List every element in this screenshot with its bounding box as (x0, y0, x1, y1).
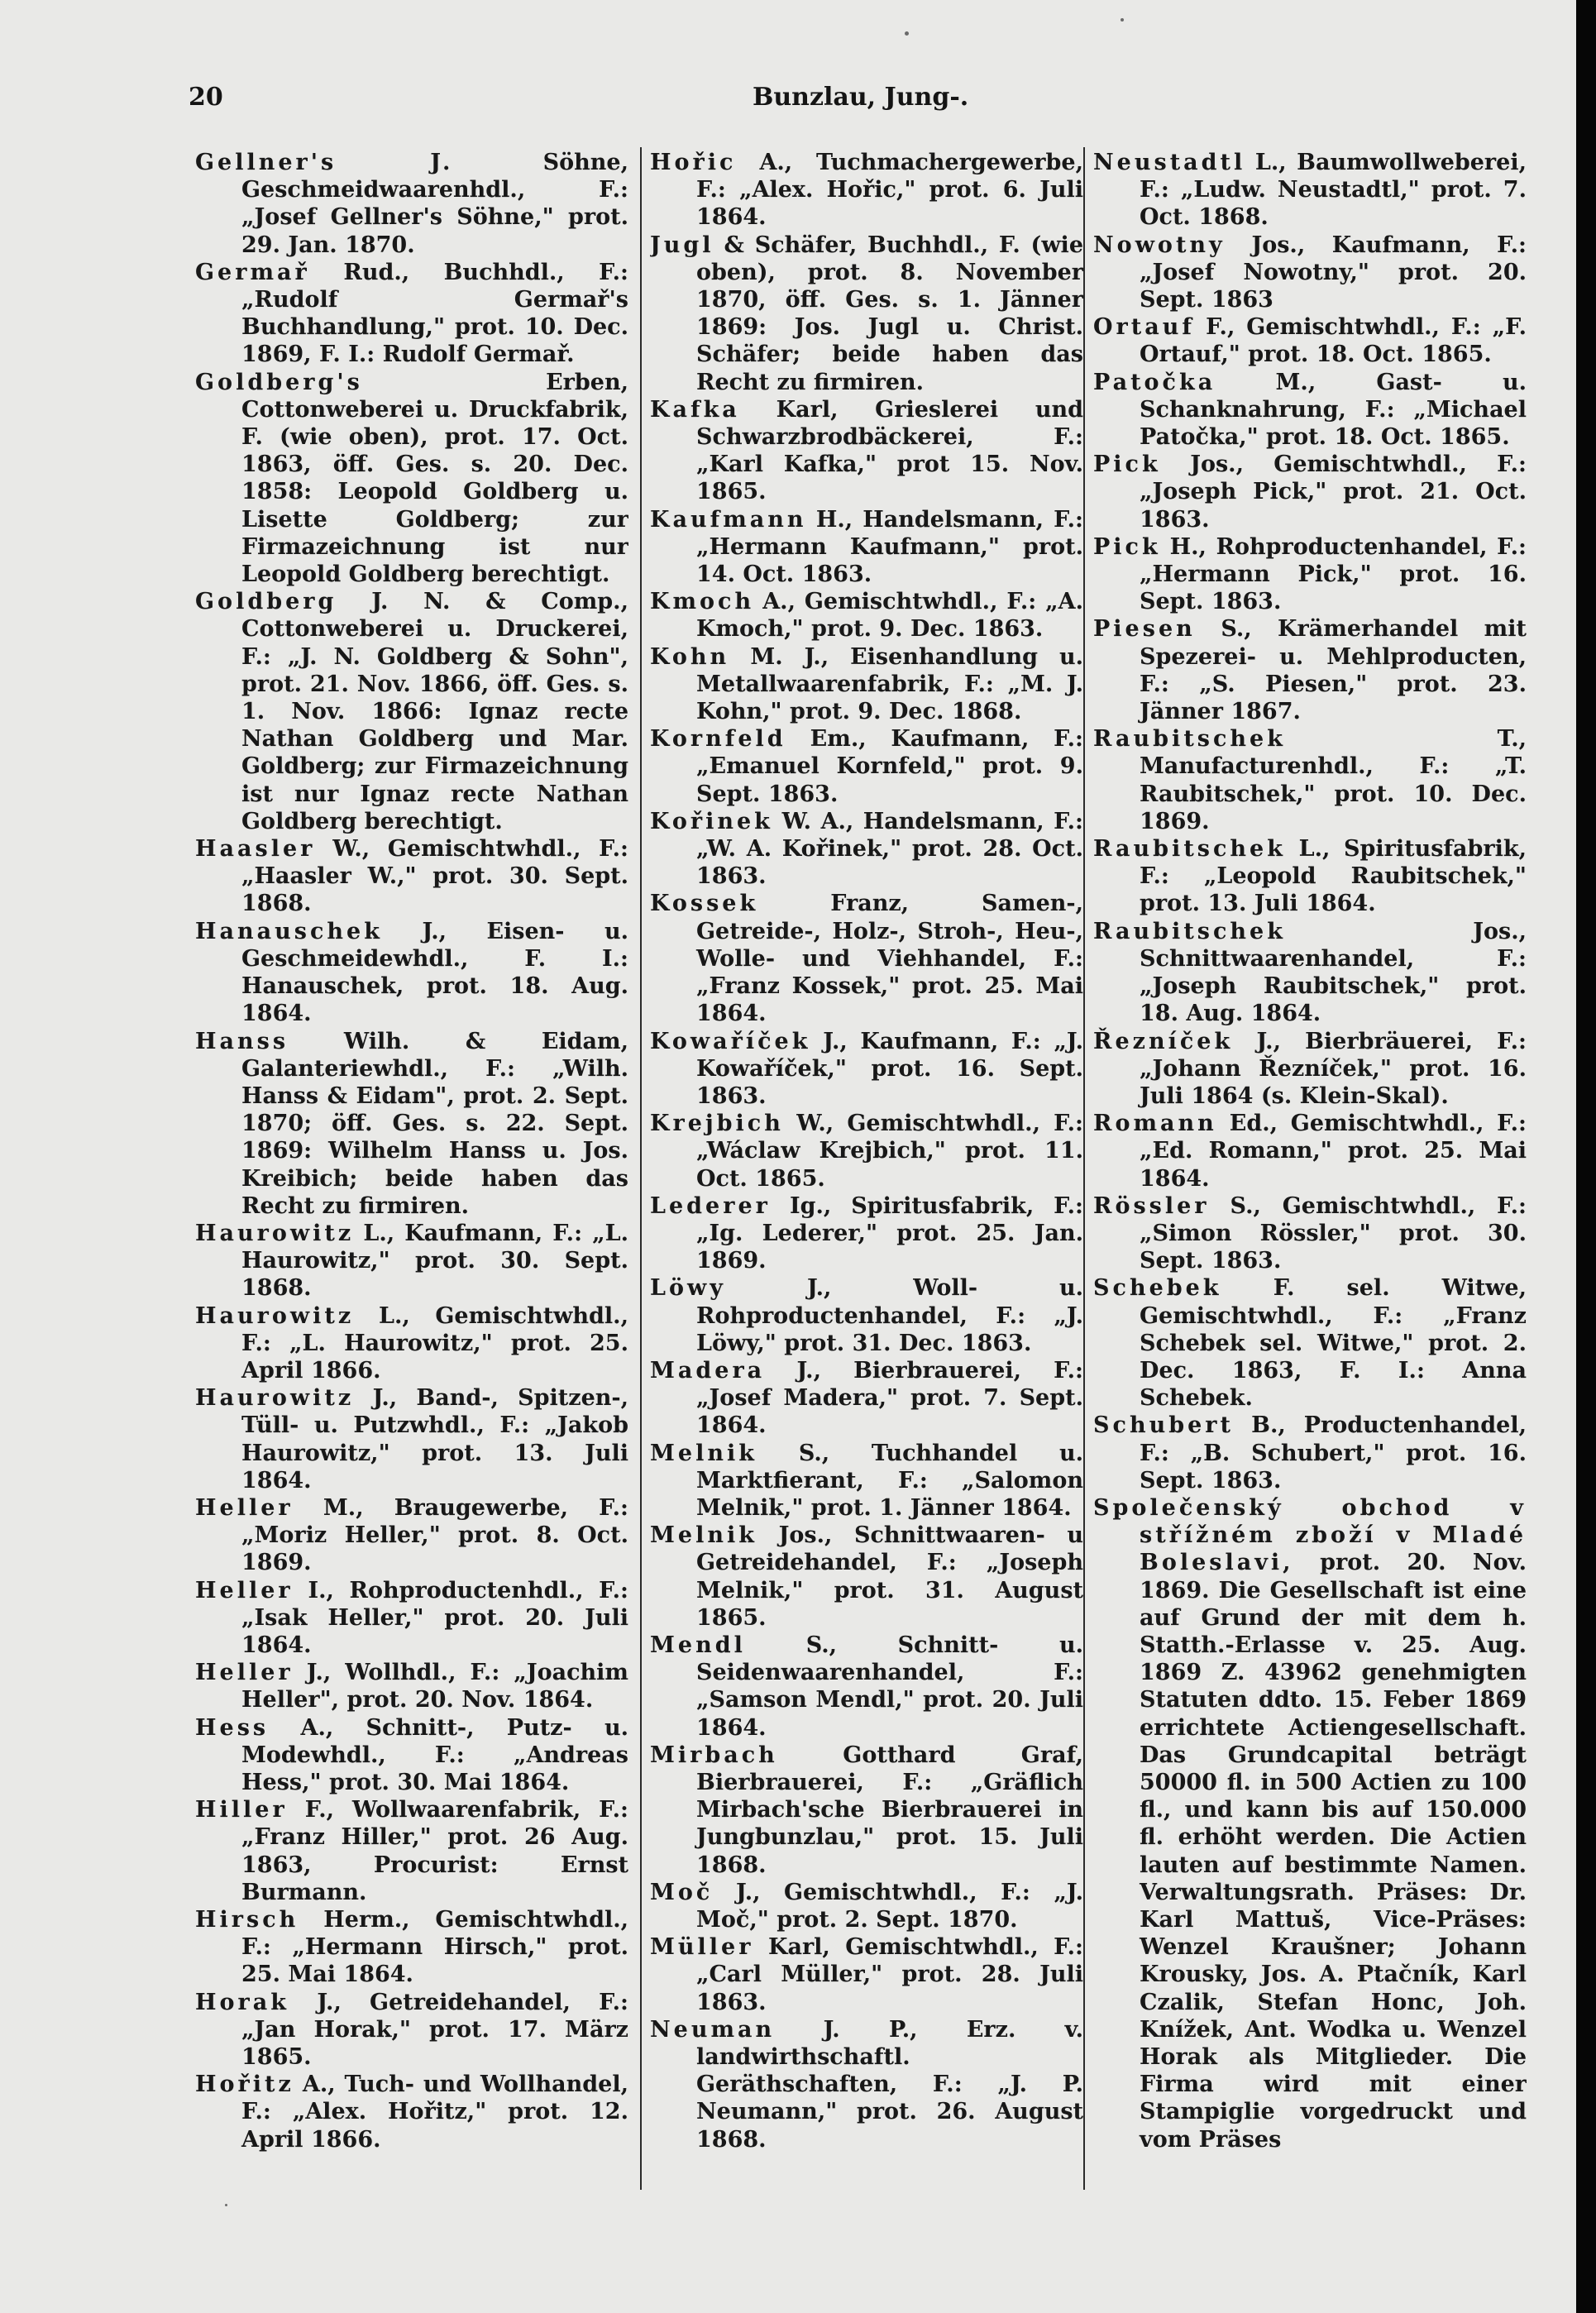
entry-name: Hořic (650, 150, 737, 175)
entry-name: Haurowitz (195, 1302, 355, 1329)
directory-entry (195, 1906, 628, 1989)
entry-text: A., Gemischtwhdl., F.: „A. Kmoch," prot. 9. Dec. 1863. (696, 589, 1083, 643)
entry-text: Franz, Samen-, Getreide-, Holz-, Stroh-, Heu-, Wolle- und Viehhandel, F.: „Franz Kossek," prot. 25. Mai 1864. (696, 891, 1083, 1027)
directory-entry (650, 890, 1083, 1027)
column-right (1093, 149, 1527, 2200)
directory-entry (1093, 918, 1527, 1028)
directory-entry (650, 506, 1083, 589)
directory-entry (195, 1302, 628, 1385)
entry-text: M., Gast- u. Schanknahrung, F.: „Michael Patočka," prot. 18. Oct. 1865. (1140, 369, 1527, 451)
entry-text: A., Tuch- und Wollhandel, F.: „Alex. Hořitz," prot. 12. April 1866. (241, 2072, 628, 2153)
column-middle (650, 149, 1083, 2200)
entry-name: Kafka (650, 396, 740, 423)
entry-name: Kmoch (650, 589, 755, 615)
entry-name: Řezníček (1093, 1028, 1234, 1054)
entry-name: Pick (1093, 452, 1161, 478)
entry-name: Gellner's J. (195, 150, 454, 175)
entry-text: M. J., Eisenhandlung u. Metallwaarenfabrik, F.: „M. J. Kohn," prot. 9. Dec. 1868. (696, 643, 1083, 725)
entry-text: M., Braugewerbe, F.: „Moriz Heller," prot. 8. Oct. 1869. (241, 1494, 628, 1576)
entry-name: Mendl (650, 1632, 746, 1658)
page-number: 20 (189, 83, 223, 112)
entry-text: J., Eisen- u. Geschmeidewhdl., F. I.: Hanauschek, prot. 18. Aug. 1864. (241, 918, 628, 1027)
entry-text: Jos., Schnittwaarenhandel, F.: „Joseph Raubitschek," prot. 18. Aug. 1864. (1140, 918, 1527, 1027)
entry-text: S., Gemischtwhdl., F.: „Simon Rössler," prot. 30. Sept. 1863. (1140, 1192, 1527, 1274)
entry-name: Piesen (1093, 616, 1196, 643)
entry-name: Hirsch (195, 1907, 299, 1933)
directory-entry (1093, 1494, 1527, 2153)
directory-entry (195, 1714, 628, 1797)
entry-name: Moč (650, 1879, 714, 1905)
directory-entry (195, 1659, 628, 1713)
entry-name: Madera (650, 1357, 766, 1383)
column-divider (1083, 147, 1085, 2190)
directory-entry (195, 918, 628, 1028)
entry-name: Schubert (1093, 1412, 1234, 1439)
entry-text: J., Kaufmann, F.: „J. Kowaříček," prot. 16. Sept. 1863. (696, 1028, 1083, 1109)
entry-name: Germař (195, 259, 310, 285)
entry-name: Goldberg's (195, 369, 363, 395)
entry-name: Neuman (650, 2016, 776, 2043)
entry-name: Heller (195, 1577, 294, 1603)
entry-text: Ed., Gemischtwhdl., F.: „Ed. Romann," prot. 25. Mai 1864. (1140, 1111, 1527, 1192)
entry-name: Nowotny (1093, 232, 1226, 258)
directory-entry (195, 1989, 628, 2072)
entry-name: Hořitz (195, 2072, 294, 2098)
entry-name: Schebek (1093, 1275, 1222, 1302)
entry-text: S., Schnitt- u. Seidenwaarenhandel, F.: „Samson Mendl," prot. 20. Juli 1864. (696, 1632, 1083, 1741)
directory-entry (1093, 313, 1527, 368)
paper-speck (225, 2204, 227, 2206)
directory-entry (1093, 725, 1527, 835)
directory-entry (650, 1522, 1083, 1632)
directory-entry (195, 259, 628, 369)
entry-text: L., Kaufmann, F.: „L. Haurowitz," prot. 30. Sept. 1868. (241, 1220, 628, 1302)
entry-name: Jugl (650, 232, 714, 258)
entry-name: Společenský obchod v střížném zboží v Mladé Boleslavi, (1093, 1494, 1527, 1576)
scan-edge (1576, 0, 1596, 2313)
entry-text: J., Band-, Spitzen-, Tüll- u. Putzwhdl., F.: „Jakob Haurowitz," prot. 13. Juli 1864. (241, 1385, 628, 1493)
entry-name: Lederer (650, 1192, 771, 1219)
entry-text: S., Tuchhandel u. Marktfierant, F.: „Salomon Melnik," prot. 1. Jänner 1864. (696, 1440, 1083, 1521)
directory-entry (650, 1274, 1083, 1357)
entry-name: Hanss (195, 1028, 289, 1054)
entry-name: Kaufmann (650, 506, 807, 533)
entry-text: Jos., Gemischtwhdl., F.: „Joseph Pick," prot. 21. Oct. 1863. (1140, 452, 1527, 533)
directory-entry (195, 1494, 628, 1577)
entry-text: Gotthard Graf, Bierbrauerei, F.: „Gräflich Mirbach'sche Bierbrauerei in Jungbunzlau," prot. 15. Juli 1868. (696, 1742, 1083, 1878)
directory-entry (650, 1933, 1083, 2016)
entry-text: W., Gemischtwhdl., F.: „Wáclaw Krejbich," prot. 11. Oct. 1865. (696, 1111, 1083, 1192)
entry-text: F. sel. Witwe, Gemischtwhdl., F.: „Franz Schebek sel. Witwe," prot. 2. Dec. 1863, F. I.: Anna Schebek. (1140, 1275, 1527, 1412)
directory-entry (1093, 1110, 1527, 1192)
entry-text: Jos., Kaufmann, F.: „Josef Nowotny," prot. 20. Sept. 1863 (1140, 232, 1527, 313)
entry-name: Raubitschek (1093, 918, 1286, 944)
entry-name: Haasler (195, 836, 316, 863)
directory-entry (650, 232, 1083, 396)
entry-name: Hanauschek (195, 918, 383, 944)
entry-text: H., Handelsmann, F.: „Hermann Kaufmann," prot. 14. Oct. 1863. (696, 506, 1083, 588)
directory-entry (195, 835, 628, 918)
directory-entry (650, 149, 1083, 232)
entry-text: F., Wollwaarenfabrik, F.: „Franz Hiller," prot. 26 Aug. 1863, Procurist: Ernst Burmann. (241, 1797, 628, 1905)
entry-text: Herm., Gemischtwhdl., F.: „Hermann Hirsch," prot. 25. Mai 1864. (241, 1907, 628, 1988)
directory-entry (650, 1632, 1083, 1742)
entry-name: Rössler (1093, 1192, 1210, 1219)
entry-text: Karl, Grieslerei und Schwarzbrodbäckerei, F.: „Karl Kafka," prot 15. Nov. 1865. (696, 396, 1083, 505)
directory-entry (650, 396, 1083, 506)
directory-entry (650, 1110, 1083, 1192)
entry-text: L., Gemischtwhdl., F.: „L. Haurowitz," prot. 25. April 1866. (241, 1302, 628, 1383)
directory-entry (195, 588, 628, 835)
directory-entry (1093, 369, 1527, 452)
directory-entry (195, 1220, 628, 1302)
directory-entry (1093, 149, 1527, 232)
entry-text: J., Woll- u. Rohproductenhandel, F.: „J. Löwy," prot. 31. Dec. 1863. (696, 1275, 1083, 1356)
entry-text: Söhne, Geschmeidwaarenhdl., F.: „Josef Gellner's Söhne," prot. 29. Jan. 1870. (241, 150, 628, 258)
entry-name: Kornfeld (650, 726, 786, 753)
paper-speck (1121, 18, 1124, 22)
directory-entry (195, 1384, 628, 1494)
entry-text: Ig., Spiritusfabrik, F.: „Ig. Lederer," prot. 25. Jan. 1869. (696, 1192, 1083, 1274)
entry-text: I., Rohproductenhdl., F.: „Isak Heller," prot. 20. Juli 1864. (241, 1577, 628, 1658)
entry-text: L., Spiritusfabrik, F.: „Leopold Raubitschek," prot. 13. Juli 1864. (1140, 836, 1527, 917)
directory-entry (650, 588, 1083, 643)
directory-entry (1093, 1192, 1527, 1275)
entry-text: Jos., Schnittwaaren- u Getreidehandel, F.: „Joseph Melnik," prot. 31. August 1865. (696, 1522, 1083, 1631)
running-head: Bunzlau, Jung-. (753, 83, 969, 112)
paper-speck (905, 31, 909, 36)
entry-name: Müller (650, 1934, 754, 1961)
directory-entry (1093, 1274, 1527, 1412)
directory-entry (195, 369, 628, 589)
directory-entry (1093, 451, 1527, 533)
entry-name: Goldberg (195, 589, 337, 615)
entry-text: Rud., Buchhdl., F.: „Rudolf Germař's Buchhandlung," prot. 10. Dec. 1869, F. I.: Rudolf Germař. (241, 259, 628, 368)
column-left (195, 149, 628, 2200)
entry-text: & Schäfer, Buchhdl., F. (wie oben), prot. 8. November 1870, öff. Ges. s. 1. Jänner 1869: Jos. Jugl u. Christ. Schäfer; beide haben das Recht zu firmiren. (696, 232, 1083, 395)
entry-name: Heller (195, 1494, 294, 1521)
entry-name: Krejbich (650, 1111, 784, 1137)
entry-name: Haurowitz (195, 1385, 355, 1412)
directory-entry (650, 1879, 1083, 1933)
entry-text: A., Tuchmachergewerbe, F.: „Alex. Hořic," prot. 6. Juli 1864. (696, 150, 1083, 231)
entry-name: Neustadtl (1093, 150, 1246, 175)
entry-name: Kossek (650, 891, 759, 917)
entry-name: Kowaříček (650, 1028, 811, 1054)
entry-text: W., Gemischtwhdl., F.: „Haasler W.," prot. 30. Sept. 1868. (241, 836, 628, 917)
entry-text: prot. 20. Nov. 1869. Die Gesellschaft ist eine auf Grund der mit dem h. Statth.-Erlasse v. 25. Aug. 1869 Z. 43962 genehmigten Statuten ddto. 15. Feber 1869 errichtete Actiengesellschaft. Das Grundcapital beträgt 50000 fl. in 500 Actien zu 100 fl., und kann bis auf 150.000 fl. erhöht werden. Die Actien lauten auf bestimmte Namen. Verwaltungsrath. Präses: Dr. Karl Mattuš, Vice-Präses: Wenzel Kraušner; Johann Krousky, Jos. A. Ptačník, Karl Czalik, Stefan Honc, Joh. Knížek, Ant. Wodka u. Wenzel Horak als Mitglieder. Die Firma wird mit einer Stampiglie vorgedruckt und vom Präses (1140, 1550, 1527, 2153)
entry-text: J., Bierbräuerei, F.: „Johann Řezníček," prot. 16. Juli 1864 (s. Klein-Skal). (1140, 1028, 1527, 1109)
directory-entry (195, 1796, 628, 1906)
directory-entry (1093, 232, 1527, 314)
entry-text: W. A., Handelsmann, F.: „W. A. Kořinek," prot. 28. Oct. 1863. (696, 808, 1083, 890)
entry-text: F., Gemischtwhdl., F.: „F. Ortauf," prot. 18. Oct. 1865. (1140, 314, 1527, 368)
entry-name: Löwy (650, 1275, 726, 1302)
entry-text: A., Schnitt-, Putz- u. Modewhdl., F.: „Andreas Hess," prot. 30. Mai 1864. (241, 1714, 628, 1795)
entry-text: L., Baumwollweberei, F.: „Ludw. Neustadtl," prot. 7. Oct. 1868. (1140, 150, 1527, 231)
entry-text: Karl, Gemischtwhdl., F.: „Carl Müller," prot. 28. Juli 1863. (696, 1934, 1083, 2015)
directory-entry (650, 1192, 1083, 1275)
entry-name: Raubitschek (1093, 836, 1286, 863)
entry-text: J. N. & Comp., Cottonweberei u. Druckerei, F.: „J. N. Goldberg & Sohn", prot. 21. Nov. 1866, öff. Ges. s. 1. Nov. 1866: Ignaz recte Nathan Goldberg und Mar. Goldberg; zur Firmazeichnung ist nur Ignaz recte Nathan Goldberg berechtigt. (241, 589, 628, 834)
directory-entry (650, 1357, 1083, 1440)
entry-name: Melnik (650, 1440, 757, 1466)
entry-name: Ortauf (1093, 314, 1195, 341)
entry-text: J., Bierbrauerei, F.: „Josef Madera," prot. 7. Sept. 1864. (696, 1357, 1083, 1439)
directory-entry (195, 149, 628, 259)
entry-text: S., Krämerhandel mit Spezerei- u. Mehlproducten, F.: „S. Piesen," prot. 23. Jänner 1867. (1140, 616, 1527, 725)
directory-entry (1093, 1412, 1527, 1494)
directory-entry (195, 2071, 628, 2153)
directory-entry (650, 725, 1083, 808)
directory-entry (1093, 615, 1527, 725)
directory-entry (195, 1577, 628, 1660)
column-divider (640, 147, 642, 2190)
entry-text: Wilh. & Eidam, Galanteriewhdl., F.: „Wilh. Hanss & Eidam", prot. 2. Sept. 1870; öff. Ges. s. 22. Sept. 1869: Wilhelm Hanss u. Jos. Kreibich; beide haben das Recht zu firmiren. (241, 1028, 628, 1219)
entry-name: Kořinek (650, 808, 773, 834)
entry-text: Em., Kaufmann, F.: „Emanuel Kornfeld," prot. 9. Sept. 1863. (696, 726, 1083, 807)
entry-text: J., Gemischtwhdl., F.: „J. Moč," prot. 2. Sept. 1870. (696, 1879, 1083, 1933)
directory-entry (1093, 835, 1527, 918)
directory-entry (195, 1028, 628, 1220)
entry-text: J. P., Erz. v. landwirthschaftl. Geräthschaften, F.: „J. P. Neumann," prot. 26. August 1868. (696, 2016, 1083, 2153)
directory-entry (650, 1742, 1083, 1879)
entry-name: Hiller (195, 1797, 288, 1823)
entry-text: Erben, Cottonweberei u. Druckfabrik, F. (wie oben), prot. 17. Oct. 1863, öff. Ges. s. 20. Dec. 1858: Leopold Goldberg u. Lisette Goldberg; zur Firmazeichnung ist nur Leopold Goldberg berechtigt. (241, 369, 628, 588)
entry-name: Pick (1093, 533, 1161, 560)
entry-name: Hess (195, 1714, 270, 1741)
directory-entry (650, 2016, 1083, 2153)
directory-entry (650, 1028, 1083, 1111)
entry-text: J., Wollhdl., F.: „Joachim Heller", prot. 20. Nov. 1864. (241, 1660, 628, 1713)
entry-name: Horak (195, 1989, 289, 2015)
entry-text: J., Getreidehandel, F.: „Jan Horak," prot. 17. März 1865. (241, 1989, 628, 2071)
entry-name: Haurowitz (195, 1220, 355, 1246)
entry-name: Raubitschek (1093, 726, 1286, 753)
directory-entry (1093, 1028, 1527, 1111)
entry-text: T., Manufacturenhdl., F.: „T. Raubitschek," prot. 10. Dec. 1869. (1140, 726, 1527, 834)
entry-name: Romann (1093, 1111, 1217, 1137)
entry-name: Mirbach (650, 1742, 778, 1768)
directory-entry (650, 1440, 1083, 1522)
entry-name: Heller (195, 1660, 294, 1686)
entry-name: Kohn (650, 643, 730, 670)
entry-text: B., Productenhandel, F.: „B. Schubert," prot. 16. Sept. 1863. (1140, 1412, 1527, 1493)
entry-text: H., Rohproductenhandel, F.: „Hermann Pick," prot. 16. Sept. 1863. (1140, 533, 1527, 615)
directory-entry (1093, 533, 1527, 616)
entry-name: Melnik (650, 1522, 757, 1549)
entry-name: Patočka (1093, 369, 1216, 395)
page-header (0, 83, 1576, 116)
directory-entry (650, 643, 1083, 726)
directory-entry (650, 808, 1083, 891)
